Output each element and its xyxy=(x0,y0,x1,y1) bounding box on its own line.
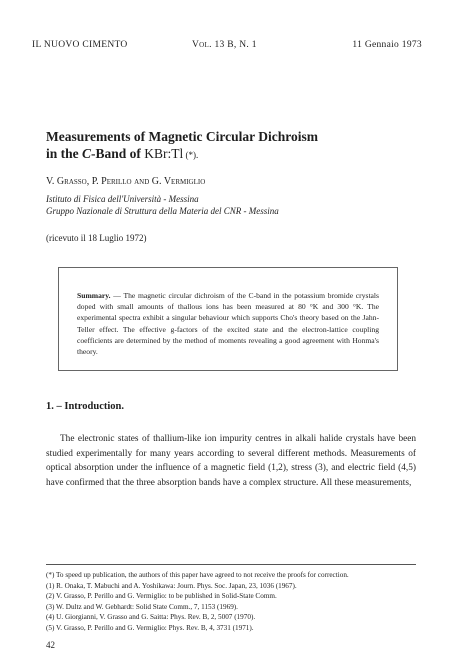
summary-body: — The magnetic circular dichroism of the C-band in the potassium bromide crystals doped with small amounts of thallous ions has been measured at 80 °K and 300 °K. The experimental spectra exhibit a singular behaviour which supports Cho's theory based on the Jahn-Teller effect. The effective g-factors of the excited state and the electron-lattice coupling coefficients are determined by the method of moments revealing a good agreement with Honma's theory. xyxy=(77,291,379,357)
affiliation xyxy=(46,193,279,217)
footnote-item: (1) R. Onaka, T. Mabuchi and A. Yoshikawa: Journ. Phys. Soc. Japan, 23, 1036 (1967). xyxy=(46,581,297,590)
footnote-item: (5) V. Grasso, P. Perillo and G. Vermiglio: Phys. Rev. B, 4, 3731 (1971). xyxy=(46,623,254,632)
footnote-item: (*) To speed up publication, the authors of this paper have agreed to not receive the proofs for correction. xyxy=(46,571,349,579)
issue-date: 11 Gennaio 1973 xyxy=(352,40,422,50)
summary-label: Summary. xyxy=(77,291,111,300)
volume-info: Vol. 13 B, N. 1 xyxy=(192,40,257,50)
footnotes xyxy=(46,570,416,633)
footnote-divider xyxy=(46,564,416,565)
journal-name: IL NUOVO CIMENTO xyxy=(32,40,128,50)
footnote-item: (3) W. Dultz and W. Gebhardt: Solid State Comm., 7, 1153 (1969). xyxy=(46,602,238,611)
title-line-2: in the C-Band of KBr:Tl (*). xyxy=(46,146,199,161)
author-list: V. Grasso, P. Perillo and G. Vermiglio xyxy=(46,176,206,187)
received-date: (ricevuto il 18 Luglio 1972) xyxy=(46,233,147,243)
title-footnote-marker: (*). xyxy=(183,150,199,160)
affiliation-line-1: Istituto di Fisica dell'Università - Messina xyxy=(46,194,199,204)
intro-paragraph: The electronic states of thallium-like ion impurity centres in alkali halide crystals have been studied experimentally for many years according to several different methods. Measurements of optical absorption under the influence of a magnetic field (1,2), stress (3), and electric field (4,5) have confirmed that the three absorption bands have a complex structure. All these measurements, xyxy=(46,434,416,488)
footnote-item: (2) V. Grasso, P. Perillo and G. Vermiglio: to be published in Solid-State Comm. xyxy=(46,592,277,600)
title-line-1: Measurements of Magnetic Circular Dichroism xyxy=(46,129,318,144)
page-number: 42 xyxy=(46,640,55,650)
section-heading: 1. – Introduction. xyxy=(46,401,124,412)
summary-box xyxy=(58,267,398,371)
summary-text xyxy=(77,290,379,357)
footnote-item: (4) U. Giorgianni, V. Grasso and G. Saitta: Phys. Rev. B, 2, 5007 (1970). xyxy=(46,613,256,621)
affiliation-line-2: Gruppo Nazionale di Struttura della Materia del CNR - Messina xyxy=(46,206,279,216)
article-title xyxy=(46,128,426,164)
